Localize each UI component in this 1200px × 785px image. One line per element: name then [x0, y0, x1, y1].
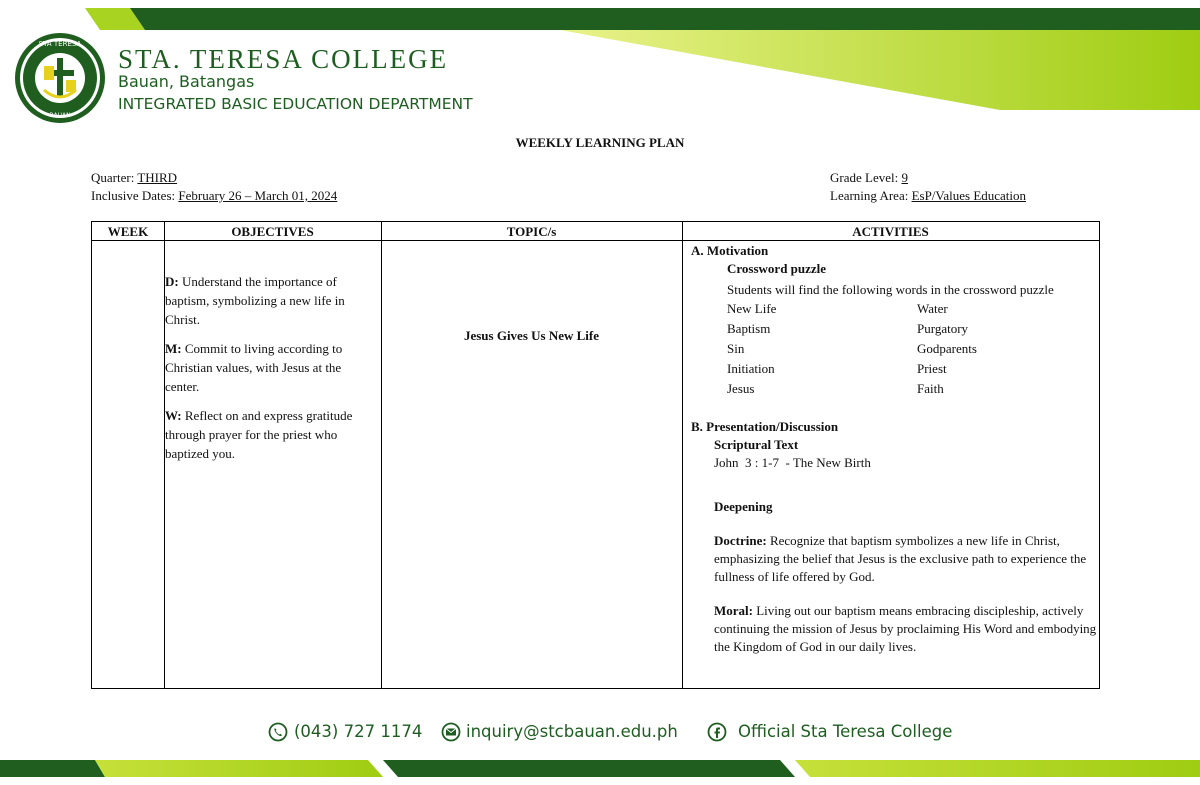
footer-banner — [0, 752, 1200, 785]
facebook-icon — [707, 722, 727, 742]
crossword-instructions: Students will find the following words in the crossword puzzle — [727, 282, 1054, 297]
objective-d: D: Understand the importance of baptism, symbolizing a new life in Christ. — [165, 274, 345, 327]
header-activities: ACTIVITIES — [852, 224, 929, 239]
quarter-line — [91, 170, 177, 186]
dates-line — [91, 188, 337, 204]
word-item: Priest — [917, 361, 947, 376]
email-icon — [441, 722, 461, 742]
document-title: WEEKLY LEARNING PLAN — [515, 135, 685, 150]
quarter-label: Quarter: — [91, 170, 135, 185]
footer-email[interactable]: inquiry@stcbauan.edu.ph — [466, 722, 678, 741]
footer-phone[interactable]: (043) 727 1174 — [294, 722, 423, 741]
objectives-cell — [165, 272, 378, 473]
moral-text: Moral: Living out our baptism means embracing discipleship, actively continuing the mission of Jesus by proclaiming His Word and embodying the Kingdom of God in our daily lives. — [714, 603, 1097, 654]
presentation-heading: B. Presentation/Discussion — [691, 419, 839, 434]
phone-icon — [268, 722, 288, 742]
word-item: Water — [917, 301, 948, 316]
scripture-reference: John 3 : 1-7 - The New Birth — [714, 455, 871, 470]
topic-cell: Jesus Gives Us New Life — [463, 328, 600, 343]
department-name: INTEGRATED BASIC EDUCATION DEPARTMENT — [118, 95, 473, 113]
doctrine-text: Doctrine: Recognize that baptism symbolizes a new life in Christ, emphasizing the belief that Jesus is the exclusive path to experience the fullness of life offered by God. — [714, 533, 1087, 584]
svg-text:STA TERESA: STA TERESA — [38, 40, 82, 48]
grade-line — [830, 170, 908, 186]
area-value: EsP/Values Education — [911, 188, 1027, 203]
dates-value: February 26 – March 01, 2024 — [178, 188, 338, 203]
motivation-heading: A. Motivation — [691, 243, 769, 258]
college-seal-logo — [14, 32, 106, 124]
learning-plan-table — [91, 221, 1100, 689]
word-item: Sin — [727, 341, 745, 356]
svg-text:BAUAN: BAUAN — [49, 112, 71, 119]
dates-label: Inclusive Dates: — [91, 188, 176, 203]
word-item: Godparents — [917, 341, 977, 356]
grade-value: 9 — [901, 170, 908, 185]
scripture-heading: Scriptural Text — [714, 437, 799, 452]
crossword-heading: Crossword puzzle — [727, 261, 827, 276]
quarter-value: THIRD — [137, 170, 178, 185]
college-name: STA. TERESA COLLEGE — [118, 44, 449, 74]
activities-cell — [691, 242, 1095, 656]
word-item: Initiation — [727, 361, 775, 376]
word-item: Baptism — [727, 321, 771, 336]
college-campus: Bauan, Batangas — [118, 72, 255, 91]
word-item: Jesus — [727, 381, 755, 396]
header-objectives: OBJECTIVES — [231, 224, 314, 239]
word-list — [727, 300, 1095, 398]
word-item: Purgatory — [917, 321, 969, 336]
word-item: New Life — [727, 301, 777, 316]
word-item: Faith — [917, 381, 944, 396]
area-label: Learning Area: — [830, 188, 909, 203]
footer-facebook[interactable]: Official Sta Teresa College — [738, 722, 953, 741]
header-topics: TOPIC/s — [506, 224, 557, 239]
objective-m: M: Commit to living according to Christian values, with Jesus at the center. — [165, 341, 343, 394]
objective-w: W: Reflect on and express gratitude through prayer for the priest who baptized you. — [165, 408, 353, 461]
area-line — [830, 188, 1026, 204]
grade-label: Grade Level: — [830, 170, 899, 185]
deepening-heading: Deepening — [714, 499, 773, 514]
header-week: WEEK — [107, 224, 149, 239]
